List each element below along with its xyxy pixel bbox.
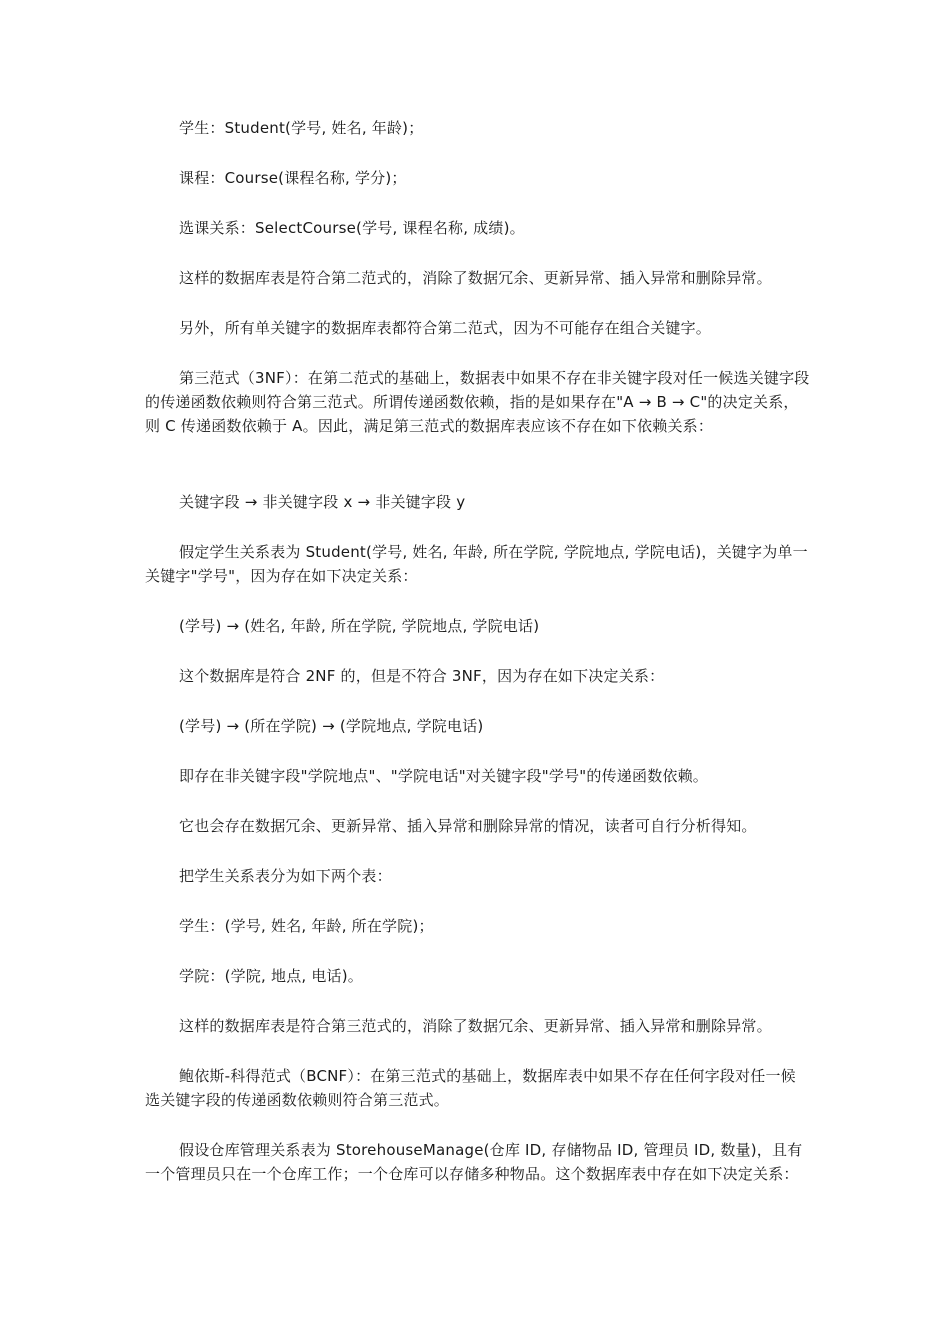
paragraph-split-tables: 把学生关系表分为如下两个表： [179, 867, 392, 885]
paragraph-student-table: 学生：(学号, 姓名, 年龄, 所在学院)； [179, 917, 434, 935]
paragraph-3nf-definition: 第三范式（3NF）：在第二范式的基础上，数据表中如果不存在非关键字段对任一候选关键字段的传递函数依赖则符合第三范式。所谓传递函数依赖，指的是如果存在"A → B → C"的决定关系，则 C 传递函数依赖于 A。因此，满足第三范式的数据库表应该不存在如下依赖关系： [145, 369, 810, 435]
paragraph-bcnf-definition: 鲍依斯-科得范式（BCNF）：在第三范式的基础上，数据库表中如果不存在任何字段对任一候选关键字段的传递函数依赖则符合第三范式。 [145, 1067, 796, 1109]
paragraph-single-key-note: 另外，所有单关键字的数据库表都符合第二范式，因为不可能存在组合关键字。 [179, 319, 712, 337]
paragraph-dependency-chain: 关键字段 → 非关键字段 x → 非关键字段 y [179, 493, 466, 511]
paragraph-anomalies-note: 它也会存在数据冗余、更新异常、插入异常和删除异常的情况，读者可自行分析得知。 [179, 817, 757, 835]
paragraph-college-table: 学院：(学院, 地点, 电话)。 [179, 967, 363, 985]
paragraph-not-3nf: 这个数据库是符合 2NF 的，但是不符合 3NF，因为存在如下决定关系： [179, 667, 665, 685]
paragraph-course-schema: 课程：Course(课程名称, 学分)； [179, 169, 407, 187]
paragraph-2nf-conclusion: 这样的数据库表是符合第二范式的，消除了数据冗余、更新异常、插入异常和删除异常。 [179, 269, 772, 287]
paragraph-student-example: 假定学生关系表为 Student(学号, 姓名, 年龄, 所在学院, 学院地点, 学院电话)，关键字为单一关键字"学号"，因为存在如下决定关系： [145, 543, 808, 585]
paragraph-transitive-dependency: 即存在非关键字段"学院地点"、"学院电话"对关键字段"学号"的传递函数依赖。 [179, 767, 708, 785]
paragraph-storehouse-example: 假设仓库管理关系表为 StorehouseManage(仓库 ID, 存储物品 ID, 管理员 ID, 数量)，且有一个管理员只在一个仓库工作；一个仓库可以存储多种物品。这个数据库表中存在如下决定关系： [145, 1141, 803, 1183]
paragraph-3nf-conclusion: 这样的数据库表是符合第三范式的，消除了数据冗余、更新异常、插入异常和删除异常。 [179, 1017, 772, 1035]
paragraph-key-determination: (学号) → (姓名, 年龄, 所在学院, 学院地点, 学院电话) [179, 617, 540, 635]
paragraph-selectcourse-schema: 选课关系：SelectCourse(学号, 课程名称, 成绩)。 [179, 219, 525, 237]
paragraph-student-schema: 学生：Student(学号, 姓名, 年龄)； [179, 119, 424, 137]
paragraph-transitive-chain: (学号) → (所在学院) → (学院地点, 学院电话) [179, 717, 484, 735]
